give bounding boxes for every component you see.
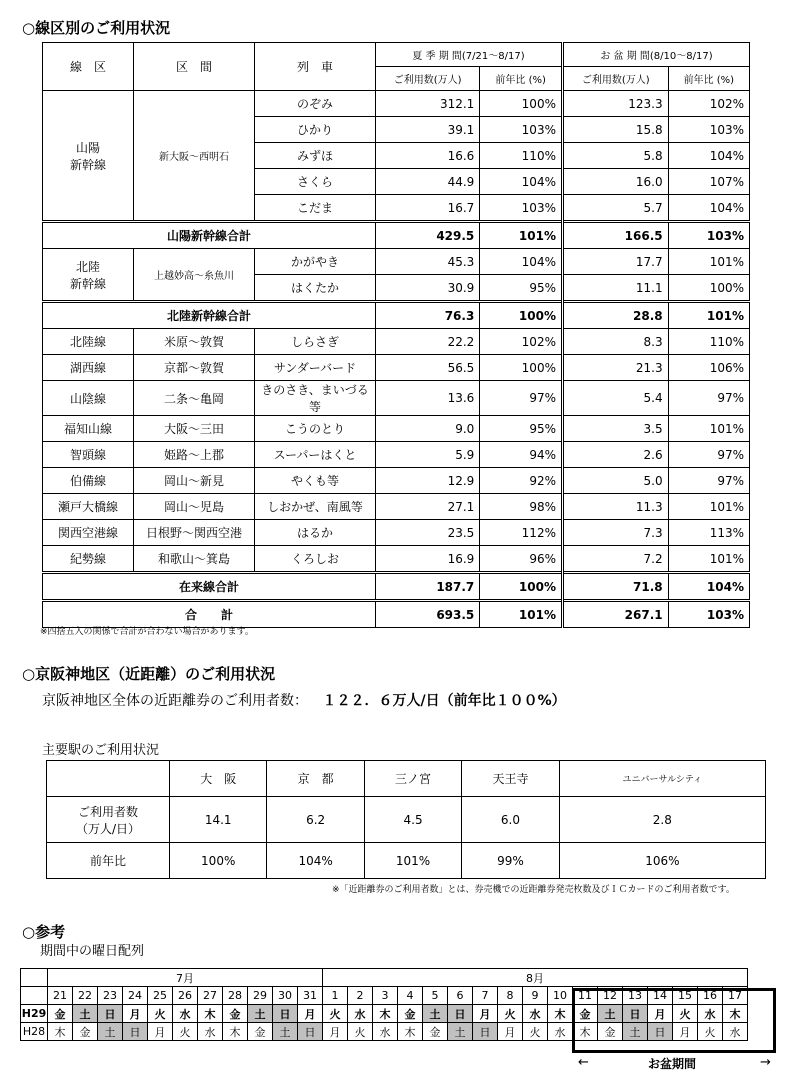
obon-users: 11.1 [562, 275, 668, 302]
obon-yoy: 102% [668, 91, 749, 117]
subtotal-row [43, 302, 750, 329]
station-note: ※「近距離券のご利用者数」とは、券売機での近距離券発売枚数及びＩＣカードのご利用者数です。 [332, 885, 735, 895]
line-name: 瀬戸大橋線 [43, 494, 134, 520]
station-users: 4.5 [364, 797, 461, 843]
station-users: 6.2 [267, 797, 364, 843]
calendar-day: 27 [198, 987, 223, 1005]
right-arrow-icon: → [760, 1055, 771, 1070]
summer-yoy: 102% [480, 329, 563, 355]
calendar-day: 17 [723, 987, 748, 1005]
station-users: 14.1 [170, 797, 267, 843]
h28-weekday: 水 [548, 1023, 573, 1041]
h29-weekday: 火 [498, 1005, 523, 1023]
train-name: さくら [255, 169, 376, 195]
subtotal-label: 山陽新幹線合計 [43, 222, 376, 249]
calendar-corner [21, 969, 48, 987]
h28-weekday: 木 [48, 1023, 73, 1041]
obon-users: 17.7 [562, 249, 668, 275]
obon-users: 166.5 [562, 222, 668, 249]
table-row [43, 520, 750, 546]
summer-users: 13.6 [376, 381, 480, 416]
calendar-day: 4 [398, 987, 423, 1005]
h29-weekday: 日 [448, 1005, 473, 1023]
section-name: 岡山〜児島 [134, 494, 255, 520]
train-name: やくも等 [255, 468, 376, 494]
summer-yoy: 101% [480, 601, 563, 628]
line-name: 山陰線 [43, 381, 134, 416]
obon-yoy: 101% [668, 249, 749, 275]
summer-users: 5.9 [376, 442, 480, 468]
header-summer-yoy: 前年比 (%) [480, 67, 563, 91]
summer-users: 27.1 [376, 494, 480, 520]
calendar-day: 30 [273, 987, 298, 1005]
summer-users: 9.0 [376, 416, 480, 442]
calendar-day: 26 [173, 987, 198, 1005]
summer-users: 187.7 [376, 573, 480, 601]
train-name: スーパーはくと [255, 442, 376, 468]
summer-yoy: 103% [480, 117, 563, 143]
summer-users: 16.7 [376, 195, 480, 222]
h29-weekday: 火 [323, 1005, 348, 1023]
days-corner [21, 987, 48, 1005]
h28-weekday: 木 [573, 1023, 598, 1041]
section-name: 姫路〜上郡 [134, 442, 255, 468]
station-name: 京 都 [267, 761, 364, 797]
station-users: 2.8 [559, 797, 765, 843]
calendar-day: 16 [698, 987, 723, 1005]
summer-yoy: 97% [480, 381, 563, 416]
table-row [43, 416, 750, 442]
calendar-day: 7 [473, 987, 498, 1005]
station-name: 大 阪 [170, 761, 267, 797]
kinki-summary-value: １２２．６万人/日（前年比１００%） [322, 693, 566, 709]
table-row [43, 546, 750, 573]
line-name: 山陽 新幹線 [43, 91, 134, 222]
summer-users: 693.5 [376, 601, 480, 628]
calendar-day: 25 [148, 987, 173, 1005]
summer-yoy: 98% [480, 494, 563, 520]
section-name: 大阪〜三田 [134, 416, 255, 442]
h28-weekday: 日 [123, 1023, 148, 1041]
kinki-summary [42, 690, 566, 710]
train-name: しらさぎ [255, 329, 376, 355]
subtotal-row [43, 222, 750, 249]
calendar-day: 10 [548, 987, 573, 1005]
section-name: 新大阪〜西明石 [134, 91, 255, 222]
header-line: 線 区 [43, 43, 134, 91]
h29-weekday: 土 [598, 1005, 623, 1023]
summer-users: 30.9 [376, 275, 480, 302]
h28-weekday: 土 [98, 1023, 123, 1041]
h29-weekday: 火 [673, 1005, 698, 1023]
h29-weekday: 木 [548, 1005, 573, 1023]
h29-weekday: 金 [48, 1005, 73, 1023]
summer-users: 76.3 [376, 302, 480, 329]
obon-label: お盆期間 [648, 1057, 697, 1071]
line-name: 北陸線 [43, 329, 134, 355]
obon-users: 3.5 [562, 416, 668, 442]
h28-weekday: 火 [698, 1023, 723, 1041]
total-label: 合 計 [43, 601, 376, 628]
line-name: 伯備線 [43, 468, 134, 494]
h28-weekday: 土 [448, 1023, 473, 1041]
summer-users: 56.5 [376, 355, 480, 381]
h29-weekday: 日 [98, 1005, 123, 1023]
table-row [43, 355, 750, 381]
h29-weekday: 木 [723, 1005, 748, 1023]
calendar-day: 6 [448, 987, 473, 1005]
train-name: みずほ [255, 143, 376, 169]
section2-title: ○京阪神地区（近距離）のご利用状況 [22, 665, 276, 683]
header-obon-yoy: 前年比 (%) [668, 67, 749, 91]
h28-weekday: 金 [423, 1023, 448, 1041]
h28-weekday: 日 [473, 1023, 498, 1041]
summer-users: 16.9 [376, 546, 480, 573]
calendar-day: 29 [248, 987, 273, 1005]
calendar-day: 21 [48, 987, 73, 1005]
h29-weekday: 金 [573, 1005, 598, 1023]
obon-yoy: 113% [668, 520, 749, 546]
h28-weekday: 火 [348, 1023, 373, 1041]
obon-users: 15.8 [562, 117, 668, 143]
summer-users: 44.9 [376, 169, 480, 195]
obon-users: 5.4 [562, 381, 668, 416]
obon-users: 11.3 [562, 494, 668, 520]
h29-weekday: 水 [698, 1005, 723, 1023]
table-row [43, 91, 750, 117]
train-name: のぞみ [255, 91, 376, 117]
section-name: 米原〜敦賀 [134, 329, 255, 355]
obon-yoy: 100% [668, 275, 749, 302]
obon-yoy: 101% [668, 416, 749, 442]
train-name: ひかり [255, 117, 376, 143]
calendar-day: 3 [373, 987, 398, 1005]
calendar-day: 1 [323, 987, 348, 1005]
train-name: こうのとり [255, 416, 376, 442]
summer-yoy: 101% [480, 222, 563, 249]
h28-weekday: 月 [323, 1023, 348, 1041]
calendar-day: 8 [498, 987, 523, 1005]
summer-users: 12.9 [376, 468, 480, 494]
header-train: 列 車 [255, 43, 376, 91]
table-row [43, 468, 750, 494]
h28-weekday: 火 [173, 1023, 198, 1041]
kinki-summary-label: 京阪神地区全体の近距離券のご利用者数： [42, 693, 308, 709]
h29-weekday: 金 [223, 1005, 248, 1023]
h28-weekday: 水 [198, 1023, 223, 1041]
obon-yoy: 97% [668, 442, 749, 468]
summer-yoy: 104% [480, 169, 563, 195]
conv-total-row [43, 573, 750, 601]
h29-weekday: 土 [423, 1005, 448, 1023]
calendar-day: 9 [523, 987, 548, 1005]
obon-users: 28.8 [562, 302, 668, 329]
calendar-day: 23 [98, 987, 123, 1005]
obon-users: 21.3 [562, 355, 668, 381]
obon-users: 5.8 [562, 143, 668, 169]
summer-yoy: 95% [480, 416, 563, 442]
calendar-day: 12 [598, 987, 623, 1005]
h29-weekday: 水 [348, 1005, 373, 1023]
h28-weekday: 火 [523, 1023, 548, 1041]
h29-weekday: 木 [373, 1005, 398, 1023]
summer-users: 312.1 [376, 91, 480, 117]
section1-title: ○線区別のご利用状況 [22, 19, 171, 37]
header-section: 区 間 [134, 43, 255, 91]
h28-weekday: 日 [298, 1023, 323, 1041]
obon-yoy: 104% [668, 143, 749, 169]
h28-weekday: 月 [498, 1023, 523, 1041]
header-summer-users: ご利用数(万人) [376, 67, 480, 91]
obon-yoy: 101% [668, 546, 749, 573]
h28-weekday: 土 [273, 1023, 298, 1041]
table-row [43, 249, 750, 275]
line-name: 智頭線 [43, 442, 134, 468]
calendar-day: 14 [648, 987, 673, 1005]
h28-weekday: 金 [73, 1023, 98, 1041]
h28-weekday: 日 [648, 1023, 673, 1041]
section-name: 上越妙高〜糸魚川 [134, 249, 255, 302]
calendar-day: 28 [223, 987, 248, 1005]
h29-weekday: 月 [298, 1005, 323, 1023]
header-summer: 夏 季 期 間(7/21〜8/17) [376, 43, 563, 67]
total-label: 在来線合計 [43, 573, 376, 601]
summer-yoy: 94% [480, 442, 563, 468]
header-obon: お 盆 期 間(8/10〜8/17) [562, 43, 749, 67]
station-name: 三ノ宮 [364, 761, 461, 797]
h29-weekday: 木 [198, 1005, 223, 1023]
h29-weekday: 火 [148, 1005, 173, 1023]
table-row [43, 494, 750, 520]
section3-title: ○参考 [22, 923, 66, 941]
h29-weekday: 水 [173, 1005, 198, 1023]
station-name: ユニバーサルシティ [559, 761, 765, 797]
section-name: 日根野〜関西空港 [134, 520, 255, 546]
obon-yoy: 107% [668, 169, 749, 195]
calendar-day: 15 [673, 987, 698, 1005]
summer-yoy: 100% [480, 573, 563, 601]
train-name: かがやき [255, 249, 376, 275]
h29-weekday: 月 [648, 1005, 673, 1023]
obon-yoy: 97% [668, 381, 749, 416]
summer-users: 22.2 [376, 329, 480, 355]
summer-yoy: 100% [480, 302, 563, 329]
line-name: 福知山線 [43, 416, 134, 442]
summer-yoy: 100% [480, 91, 563, 117]
train-name: サンダーバード [255, 355, 376, 381]
train-name: きのさき、まいづる等 [255, 381, 376, 416]
calendar-subtitle: 期間中の曜日配列 [40, 944, 145, 959]
section-name: 京都〜敦賀 [134, 355, 255, 381]
station-yoy: 99% [462, 843, 559, 879]
h28-weekday: 月 [673, 1023, 698, 1041]
summer-users: 429.5 [376, 222, 480, 249]
obon-users: 267.1 [562, 601, 668, 628]
station-users: 6.0 [462, 797, 559, 843]
calendar-day: 22 [73, 987, 98, 1005]
table-row [43, 442, 750, 468]
table-row [43, 381, 750, 416]
h28-weekday: 水 [373, 1023, 398, 1041]
h29-weekday: 金 [398, 1005, 423, 1023]
obon-users: 2.6 [562, 442, 668, 468]
calendar-day: 5 [423, 987, 448, 1005]
left-arrow-icon: ← [578, 1055, 589, 1070]
train-name: しおかぜ、南風等 [255, 494, 376, 520]
line-name: 関西空港線 [43, 520, 134, 546]
month-july: 7月 [48, 969, 323, 987]
calendar-day: 13 [623, 987, 648, 1005]
obon-yoy: 106% [668, 355, 749, 381]
obon-users: 71.8 [562, 573, 668, 601]
obon-users: 123.3 [562, 91, 668, 117]
h29-label: H29 [21, 1005, 48, 1023]
summer-yoy: 104% [480, 249, 563, 275]
header-obon-users: ご利用数(万人) [562, 67, 668, 91]
obon-yoy: 103% [668, 222, 749, 249]
station-usage-table [46, 760, 766, 879]
station-yoy: 101% [364, 843, 461, 879]
obon-users: 7.2 [562, 546, 668, 573]
summer-yoy: 103% [480, 195, 563, 222]
h29-weekday: 日 [273, 1005, 298, 1023]
h29-weekday: 日 [623, 1005, 648, 1023]
calendar-day: 2 [348, 987, 373, 1005]
section-name: 岡山〜新見 [134, 468, 255, 494]
summer-users: 39.1 [376, 117, 480, 143]
obon-yoy: 97% [668, 468, 749, 494]
section-name: 二条〜亀岡 [134, 381, 255, 416]
rounding-note: ※四捨五入の関係で合計が合わない場合があります。 [40, 627, 254, 637]
h28-weekday: 水 [723, 1023, 748, 1041]
obon-yoy: 110% [668, 329, 749, 355]
calendar-day: 11 [573, 987, 598, 1005]
h28-weekday: 木 [223, 1023, 248, 1041]
train-name: こだま [255, 195, 376, 222]
obon-users: 8.3 [562, 329, 668, 355]
summer-yoy: 112% [480, 520, 563, 546]
section-name: 和歌山〜箕島 [134, 546, 255, 573]
h28-weekday: 土 [623, 1023, 648, 1041]
h28-weekday: 月 [148, 1023, 173, 1041]
h29-weekday: 月 [123, 1005, 148, 1023]
obon-users: 5.7 [562, 195, 668, 222]
header-row [43, 43, 750, 67]
h28-label: H28 [21, 1023, 48, 1041]
train-name: はくたか [255, 275, 376, 302]
h29-weekday: 土 [248, 1005, 273, 1023]
summer-users: 16.6 [376, 143, 480, 169]
h29-weekday: 水 [523, 1005, 548, 1023]
station-subtitle: 主要駅のご利用状況 [42, 743, 160, 758]
subtotal-label: 北陸新幹線合計 [43, 302, 376, 329]
station-name: 天王寺 [462, 761, 559, 797]
obon-yoy: 103% [668, 117, 749, 143]
obon-users: 5.0 [562, 468, 668, 494]
train-name: くろしお [255, 546, 376, 573]
summer-users: 23.5 [376, 520, 480, 546]
obon-yoy: 104% [668, 195, 749, 222]
h28-weekday: 金 [598, 1023, 623, 1041]
summer-users: 45.3 [376, 249, 480, 275]
summer-yoy: 92% [480, 468, 563, 494]
h29-weekday: 土 [73, 1005, 98, 1023]
obon-yoy: 103% [668, 601, 749, 628]
month-august: 8月 [323, 969, 748, 987]
line-name: 北陸 新幹線 [43, 249, 134, 302]
obon-users: 16.0 [562, 169, 668, 195]
h29-weekday: 月 [473, 1005, 498, 1023]
calendar-day: 24 [123, 987, 148, 1005]
summer-yoy: 110% [480, 143, 563, 169]
calendar-day: 31 [298, 987, 323, 1005]
station-yoy: 106% [559, 843, 765, 879]
obon-period-box [572, 988, 776, 1053]
users-label: ご利用者数 （万人/日） [47, 797, 170, 843]
line-usage-table [42, 42, 750, 628]
station-corner [47, 761, 170, 797]
summer-yoy: 100% [480, 355, 563, 381]
h28-weekday: 金 [248, 1023, 273, 1041]
obon-users: 7.3 [562, 520, 668, 546]
obon-yoy: 101% [668, 494, 749, 520]
station-yoy: 100% [170, 843, 267, 879]
table-row [43, 329, 750, 355]
h28-weekday: 木 [398, 1023, 423, 1041]
summer-yoy: 95% [480, 275, 563, 302]
line-name: 紀勢線 [43, 546, 134, 573]
station-yoy: 104% [267, 843, 364, 879]
line-name: 湖西線 [43, 355, 134, 381]
summer-yoy: 96% [480, 546, 563, 573]
obon-yoy: 104% [668, 573, 749, 601]
train-name: はるか [255, 520, 376, 546]
yoy-label: 前年比 [47, 843, 170, 879]
obon-yoy: 101% [668, 302, 749, 329]
